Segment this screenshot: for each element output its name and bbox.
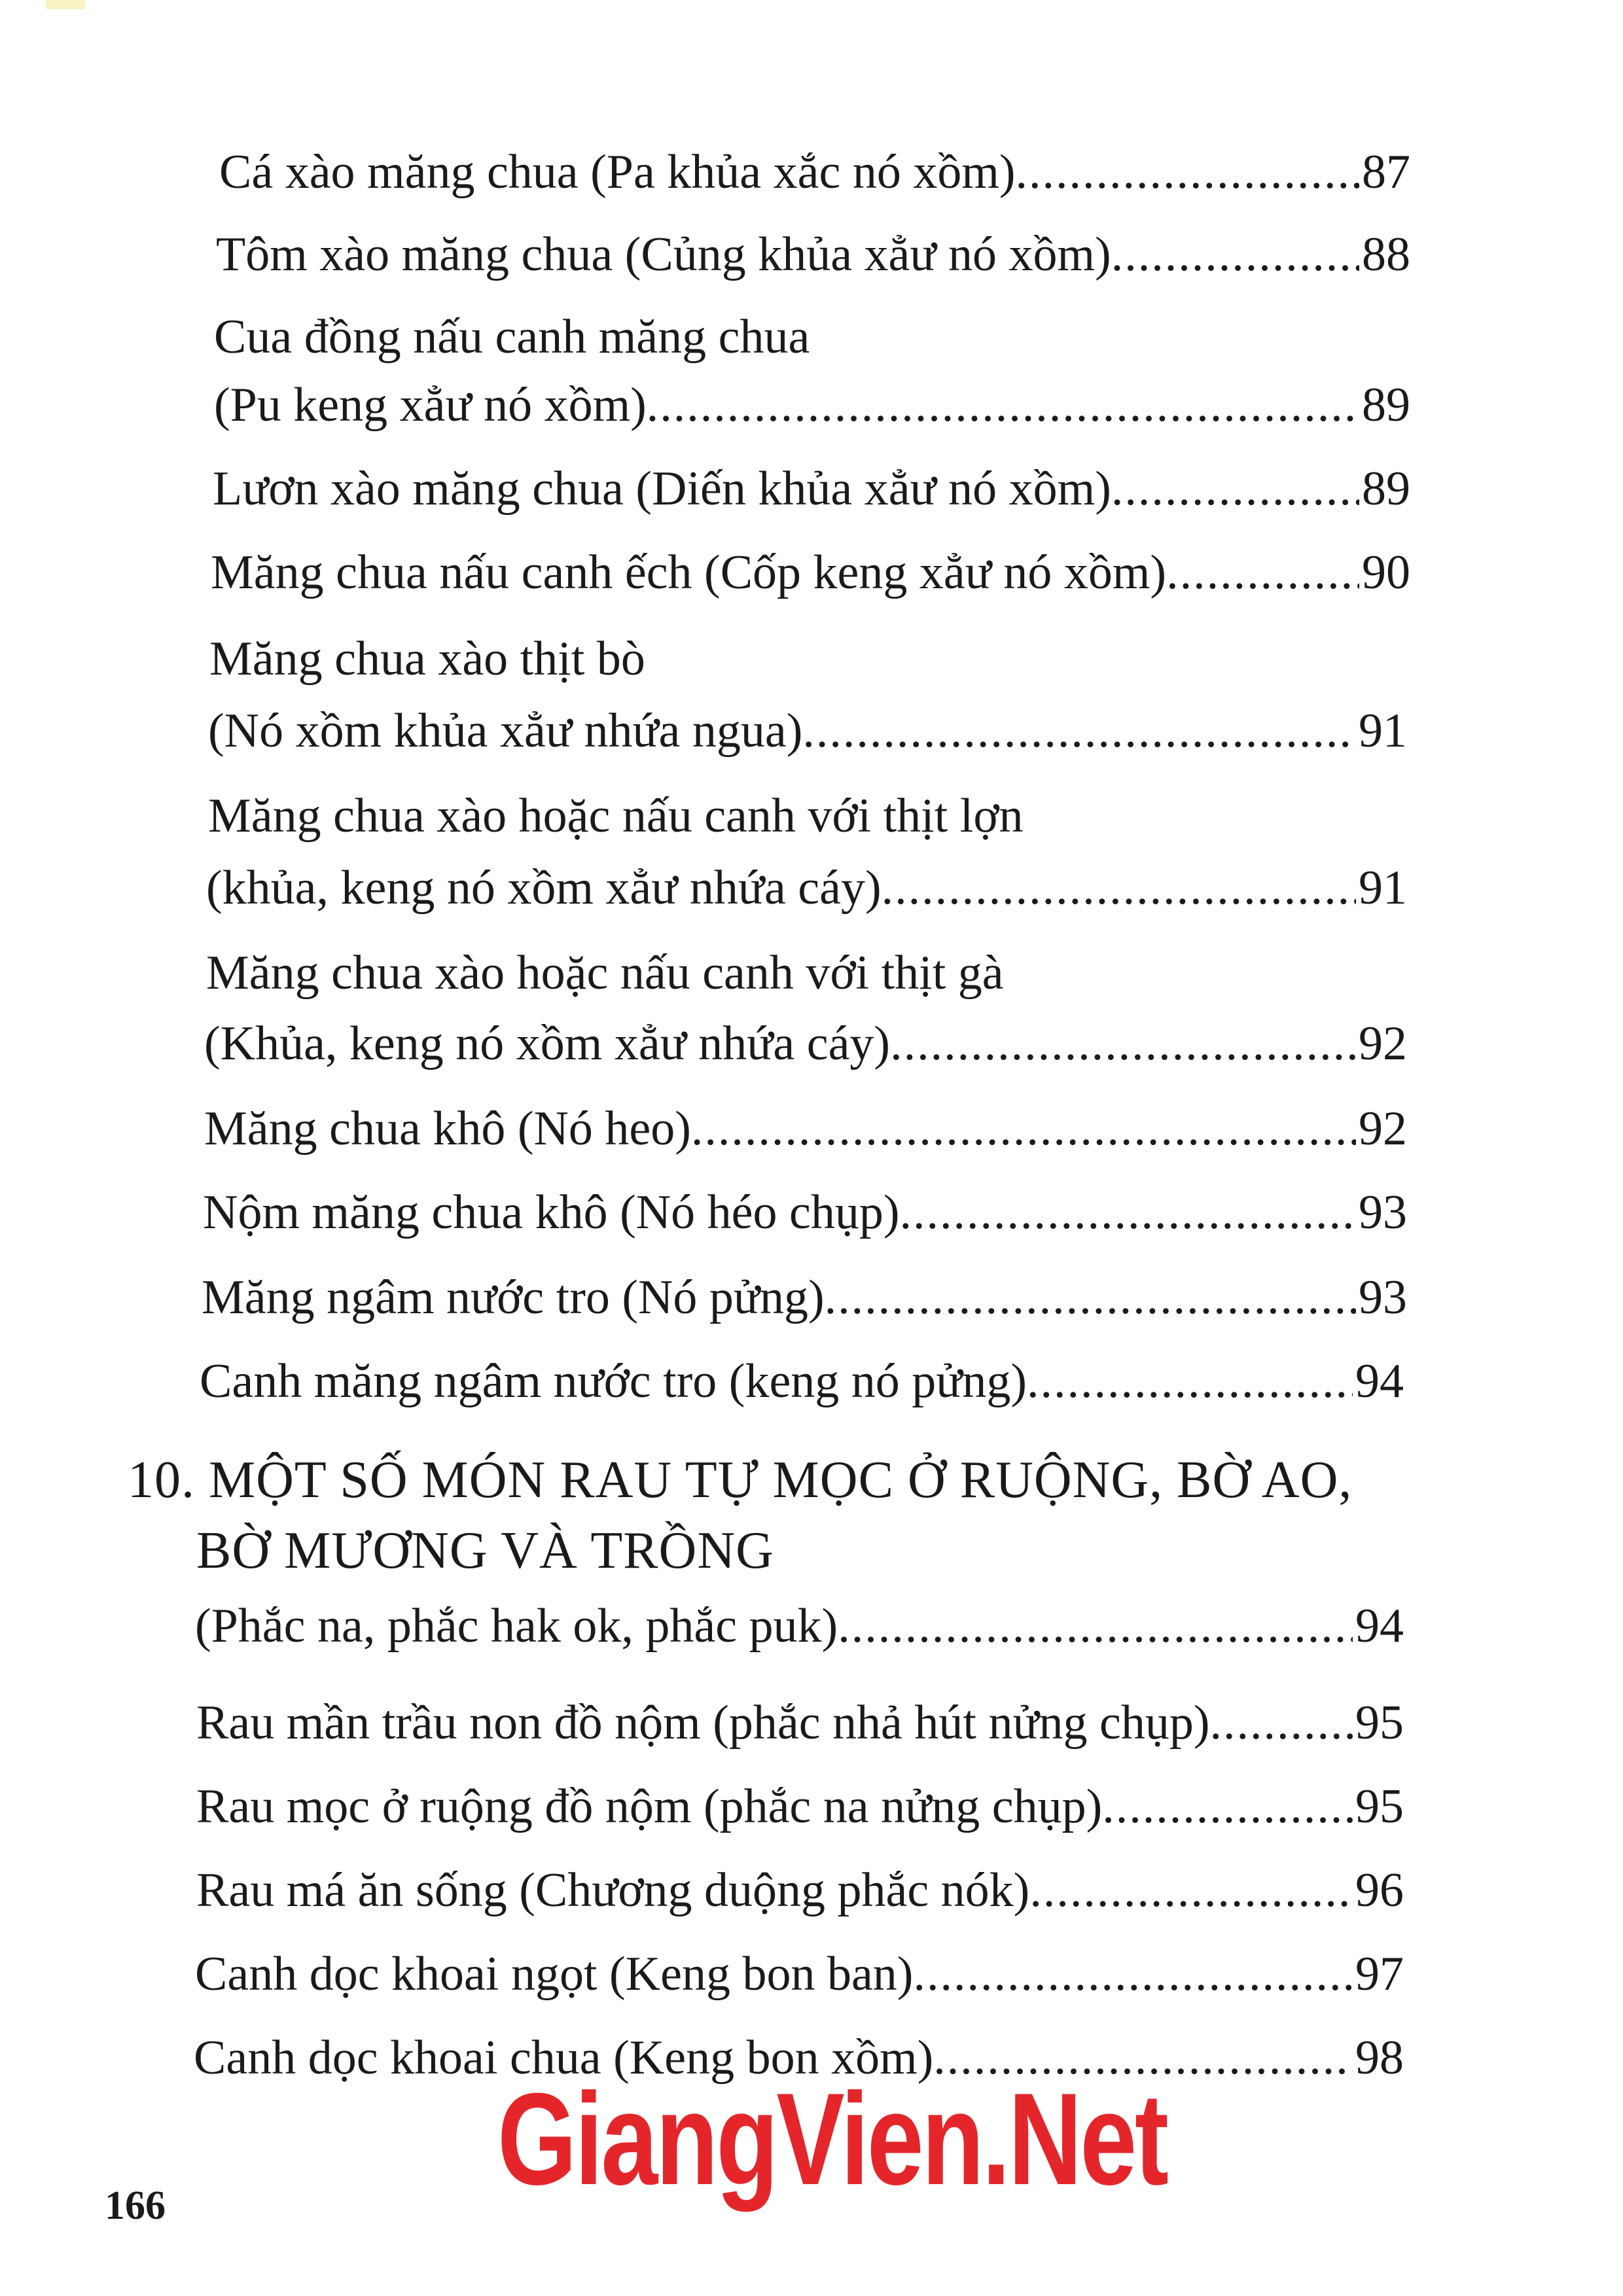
toc-entry-page: 88 [1362, 228, 1410, 281]
toc-entry-title: Rau má ăn sống (Chương duộng phắc nók) [196, 1863, 1030, 1917]
toc-entry-title: Măng chua nấu canh ếch (Cốp keng xẳư nó xồm) [211, 546, 1167, 599]
toc-entry-title: Canh dọc khoai chua (Keng bon xồm) [194, 2031, 934, 2085]
dot-leader [882, 864, 1356, 912]
toc-entry[interactable] [203, 1188, 1407, 1237]
dot-leader [900, 1188, 1356, 1237]
toc-entry-page: 92 [1359, 1017, 1407, 1070]
toc-entry-title: Măng chua khô (Nó heo) [204, 1102, 691, 1156]
toc-entry[interactable] [204, 1019, 1407, 1068]
dot-leader [838, 1602, 1353, 1650]
dot-leader [825, 1273, 1356, 1322]
dot-leader [647, 381, 1359, 429]
toc-entry-title: Canh măng ngâm nước tro (keng nó pửng) [200, 1354, 1027, 1408]
toc-entry-first-line[interactable] [206, 946, 1004, 1000]
dot-leader [1111, 465, 1359, 513]
dot-leader [802, 707, 1356, 755]
toc-entry-title: Canh dọc khoai ngọt (Keng bon ban) [195, 1947, 914, 2001]
dot-leader [913, 1950, 1353, 1998]
dot-leader [1210, 1699, 1353, 1747]
toc-entry[interactable] [200, 1354, 1404, 1408]
toc-entry[interactable] [211, 548, 1410, 597]
toc-entry-title: (Phắc na, phắc hak ok, phắc puk) [195, 1599, 838, 1653]
toc-entry-page: 92 [1359, 1102, 1407, 1156]
section-heading-continued: BỜ MƯƠNG VÀ TRỒNG [196, 1522, 774, 1580]
toc-entry-title: (Nó xồm khủa xẳư nhứa ngua) [208, 704, 803, 758]
toc-entry-page: 94 [1355, 1599, 1404, 1653]
toc-entry-first-line[interactable] [214, 310, 810, 364]
toc-entry-page: 93 [1359, 1186, 1407, 1239]
toc-entry[interactable] [204, 1102, 1407, 1156]
dot-leader [1029, 1866, 1353, 1915]
watermark-logo: GiangVien.Net [497, 2066, 1167, 2212]
toc-entry[interactable] [195, 1599, 1404, 1653]
toc-entry-title: (Khủa, keng nó xồm xẳư nhứa cáy) [204, 1017, 891, 1070]
toc-entry-title: Măng chua xào hoặc nấu canh với thịt gà [206, 946, 1004, 1000]
dot-leader [1027, 1357, 1353, 1405]
toc-entry-page: 96 [1355, 1863, 1404, 1917]
dot-leader [691, 1104, 1356, 1153]
toc-entry[interactable] [213, 462, 1410, 516]
page-number: 166 [105, 2183, 166, 2228]
toc-entry-page: 95 [1355, 1696, 1404, 1750]
toc-entry-page: 90 [1362, 546, 1410, 599]
toc-entry-first-line[interactable] [208, 789, 1024, 843]
toc-entry-page: 89 [1362, 378, 1410, 432]
toc-entry-title: (khủa, keng nó xồm xẳư nhứa cáy) [206, 861, 882, 915]
toc-entry[interactable] [208, 704, 1407, 758]
dot-leader [1102, 1782, 1353, 1831]
toc-entry[interactable] [196, 1782, 1404, 1831]
toc-entry-title: Nộm măng chua khô (Nó héo chụp) [203, 1186, 900, 1239]
toc-entry[interactable] [202, 1273, 1407, 1322]
dot-leader [1166, 548, 1359, 597]
toc-entry[interactable] [219, 145, 1410, 199]
dot-leader [1111, 230, 1359, 279]
toc-entry-title: Măng chua xào hoặc nấu canh với thịt lợn [208, 789, 1024, 843]
toc-entry-page: 93 [1359, 1271, 1407, 1324]
section-heading: 10. MỘT SỐ MÓN RAU TỰ MỌC Ở RUỘNG, BỜ AO, [128, 1451, 1353, 1509]
toc-entry[interactable] [214, 378, 1410, 432]
toc-entry-page: 95 [1355, 1780, 1404, 1833]
toc-entry-first-line[interactable] [209, 632, 645, 686]
toc-entry-page: 97 [1355, 1947, 1404, 2001]
toc-entry-title: Lươn xào măng chua (Diến khủa xẳư nó xồm) [213, 462, 1111, 516]
corner-highlight [46, 0, 85, 9]
toc-entry-title: Cua đồng nấu canh măng chua [214, 310, 810, 364]
toc-entry-title: Tôm xào măng chua (Củng khủa xẳư nó xồm) [216, 228, 1111, 281]
toc-entry-title: Măng chua xào thịt bò [209, 632, 645, 686]
toc-entry[interactable] [195, 1947, 1404, 2001]
toc-entry-page: 89 [1362, 462, 1410, 516]
toc-entry-page: 98 [1355, 2031, 1404, 2085]
toc-entry[interactable] [216, 230, 1410, 279]
toc-entry-title: Măng ngâm nước tro (Nó pửng) [202, 1271, 825, 1324]
dot-leader [1016, 148, 1359, 196]
toc-entry-page: 91 [1359, 861, 1407, 915]
toc-entry-page: 87 [1362, 145, 1410, 199]
toc-entry-title: (Pu keng xẳư nó xồm) [214, 378, 647, 432]
toc-entry-page: 94 [1355, 1354, 1404, 1408]
toc-entry-title: Rau mọc ở ruộng đồ nộm (phắc na nửng chụp) [196, 1780, 1103, 1833]
toc-entry-page: 91 [1359, 704, 1407, 758]
toc-entry[interactable] [206, 861, 1407, 915]
dot-leader [890, 1019, 1356, 1068]
toc-entry-title: Rau mần trầu non đồ nộm (phắc nhả hút nửng chụp) [196, 1696, 1210, 1750]
toc-entry[interactable] [196, 1863, 1404, 1917]
toc-entry-title: Cá xào măng chua (Pa khủa xắc nó xồm) [219, 145, 1016, 199]
toc-entry[interactable] [196, 1696, 1404, 1750]
